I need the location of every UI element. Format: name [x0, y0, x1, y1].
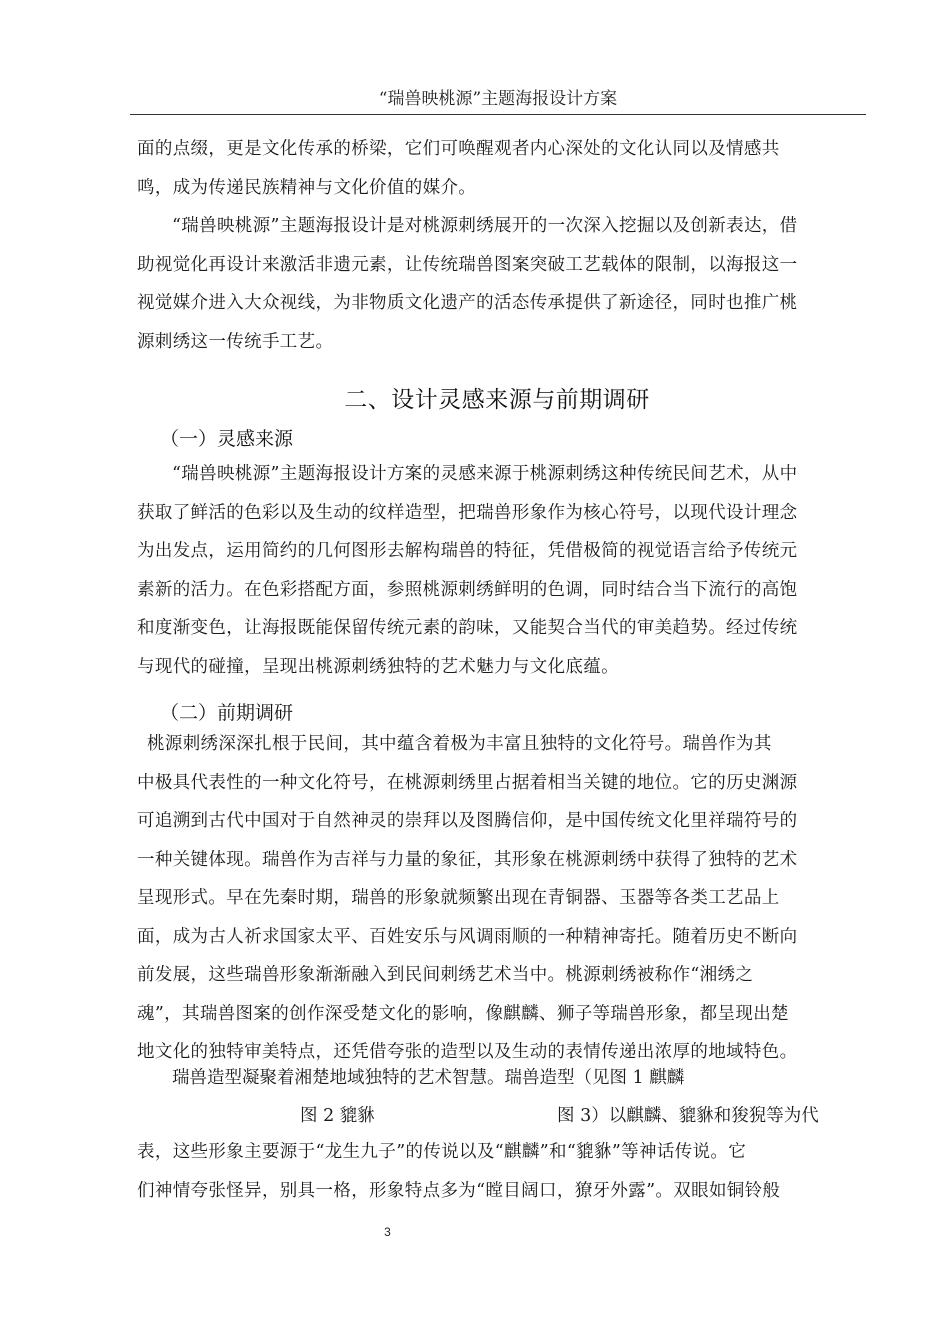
subsection-heading-inspiration: （一）灵感来源 — [160, 428, 294, 450]
paragraph-line: 一种关键体现。瑞兽作为吉祥与力量的象征，其形象在桃源刺绣中获得了独特的艺术 — [137, 849, 798, 870]
paragraph-line: 面，成为古人祈求国家太平、百姓安乐与风调雨顺的一种精神寄托。随着历史不断向 — [137, 926, 798, 947]
subsection-heading-research: （二）前期调研 — [160, 702, 294, 724]
running-header: “瑞兽映桃源”主题海报设计方案 — [378, 89, 618, 109]
page-number: 3 — [384, 1225, 391, 1239]
paragraph-line: 获取了鲜活的色彩以及生动的纹样造型，把瑞兽形象作为核心符号，以现代设计理念 — [137, 502, 798, 523]
paragraph-line: 鸣，成为传递民族精神与文化价值的媒介。 — [137, 177, 477, 198]
paragraph-line: 视觉媒介进入大众视线，为非物质文化遗产的活态传承提供了新途径，同时也推广桃 — [137, 293, 798, 313]
inspiration-paragraph — [137, 455, 857, 686]
paragraph-line: 呈现形式。早在先秦时期，瑞兽的形象就频繁出现在青铜器、玉器等各类工艺品上 — [137, 888, 780, 908]
paragraph-line: 助视觉化再设计来激活非遗元素，让传统瑞兽图案突破工艺载体的限制，以海报这一 — [137, 254, 798, 275]
paragraph-line: 与现代的碰撞，呈现出桃源刺绣独特的艺术魅力与文化底蕴。 — [137, 656, 619, 677]
figure-caption-3: 图 3）以麒麟、貔貅和狻猊等为代 — [557, 1106, 819, 1126]
paragraph-line: 源刺绣这一传统手工艺。 — [137, 331, 334, 352]
header-rule — [130, 114, 866, 115]
paragraph-line: 素新的活力。在色彩搭配方面，参照桃源刺绣鲜明的色调，同时结合当下流行的高饱 — [137, 579, 798, 600]
paragraph-line: 瑞兽造型凝聚着湘楚地域独特的艺术智慧。瑞兽造型（见图 1 麒麟 — [172, 1068, 685, 1088]
paragraph-line: 地文化的独特审美特点，还凭借夸张的造型以及生动的表情传递出浓厚的地域特色。 — [137, 1042, 798, 1062]
paragraph-line: 中极具代表性的一种文化符号，在桃源刺绣里占据着相当关键的地位。它的历史渊源 — [137, 772, 798, 793]
paragraph-line: 前发展，这些瑞兽形象渐渐融入到民间刺绣艺术当中。桃源刺绣被称作“湘绣之 — [137, 965, 754, 985]
paragraph-line: “瑞兽映桃源”主题海报设计是对桃源刺绣展开的一次深入挖掘以及创新表达，借 — [172, 216, 798, 236]
figure-caption-2: 图 2 貔貅 — [300, 1106, 375, 1126]
section-heading: 二、设计灵感来源与前期调研 — [344, 387, 650, 413]
legend-paragraph — [137, 1133, 857, 1210]
paragraph-line: 可追溯到古代中国对于自然神灵的崇拜以及图腾信仰，是中国传统文化里祥瑞符号的 — [137, 811, 798, 831]
paragraph-line: 面的点缀，更是文化传承的桥梁，它们可唤醒观者内心深处的文化认同以及情感共 — [137, 139, 780, 159]
paragraph-line: “瑞兽映桃源”主题海报设计方案的灵感来源于桃源刺绣这种传统民间艺术，从中 — [172, 464, 798, 484]
paragraph-line: 们神情夸张怪异，别具一格，形象特点多为“瞠目阔口，獠牙外露”。双眼如铜铃般 — [137, 1180, 781, 1201]
paragraph-line: 桃源刺绣深深扎根于民间，其中蕴含着极为丰富且独特的文化符号。瑞兽作为其 — [147, 734, 772, 754]
paragraph-line: 和度渐变色，让海报既能保留传统元素的韵味，又能契合当代的审美趋势。经过传统 — [137, 618, 798, 638]
paragraph-line: 为出发点，运用简约的几何图形去解构瑞兽的特征，凭借极简的视觉语言给予传统元 — [137, 541, 798, 561]
intro-body — [137, 130, 857, 361]
research-paragraph — [137, 725, 857, 1072]
paragraph-line: 魂”，其瑞兽图案的创作深受楚文化的影响，像麒麟、狮子等瑞兽形象，都呈现出楚 — [137, 1003, 789, 1024]
paragraph-line: 表，这些形象主要源于“龙生九子”的传说以及“麒麟”和“貔貅”等神话传说。它 — [137, 1142, 747, 1162]
